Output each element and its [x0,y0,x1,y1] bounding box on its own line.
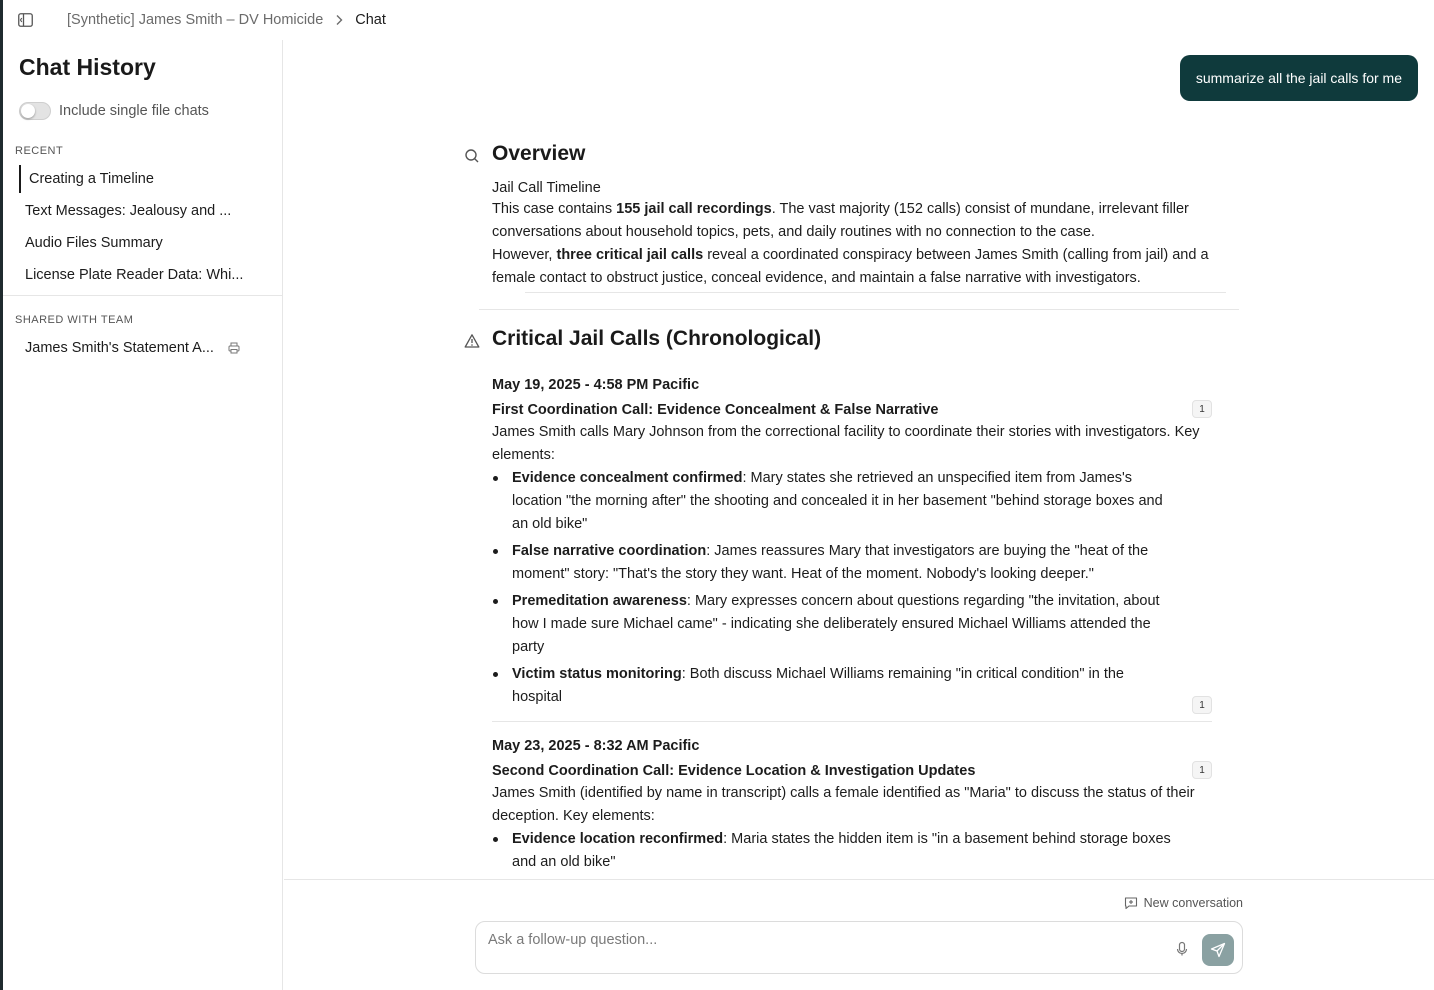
single-file-toggle[interactable] [19,102,51,120]
list-item: Premeditation awareness: Mary expresses concern about questions regarding "the invitation, about how I made sure Michael came" - indicating she deliberately ensured Michael Williams attended the party [492,590,1212,659]
call-title-row [492,402,1212,418]
call-date: May 19, 2025 - 4:58 PM Pacific [492,377,700,393]
composer-box [475,921,1243,974]
follow-up-input[interactable] [488,932,1148,948]
call-title: First Coordination Call: Evidence Concealment & False Narrative [492,402,939,418]
overview-title: Overview [492,142,586,165]
citation-row [492,699,1212,711]
citation-badge[interactable]: 1 [1192,696,1212,714]
overview-section [492,142,1212,290]
sidebar-title: Chat History [19,54,156,80]
recent-item[interactable]: Creating a Timeline [19,165,269,193]
breadcrumb-current: Chat [355,12,386,28]
list-item: Evidence concealment confirmed: Mary states she retrieved an unspecified item from James's location "the morning after" the shooting and concealed it in her basement "behind storage boxes and an old bike" [492,467,1212,536]
overview-paragraph-1: This case contains 155 jail call recordings. The vast majority (152 calls) consist of mundane, irrelevant filler conversations about household topics, pets, and daily routines with no connection to the case. [492,201,1189,240]
overview-underline [525,292,1226,293]
single-file-toggle-row [19,102,209,120]
recent-item[interactable]: Text Messages: Jealousy and ... [25,203,232,219]
overview-subtitle: Jail Call Timeline [492,180,601,196]
toggle-knob [21,104,35,118]
recent-item[interactable]: License Plate Reader Data: Whi... [25,267,244,283]
overview-paragraph-2: However, three critical jail calls reveal a coordinated conspiracy between James Smith (calling from jail) and a female contact to obstruct justice, conceal evidence, and maintain a false narrative with investigators. [492,247,1209,286]
call-divider [492,721,1212,722]
chat-history-sidebar [3,40,283,990]
search-icon [464,148,480,164]
top-bar [3,0,1434,40]
printer-icon [228,342,240,354]
send-icon [1210,942,1226,958]
composer-area [284,879,1434,990]
call-intro: James Smith (identified by name in transcript) calls a female identified as "Maria" to discuss the status of their deception. Key elements: [492,785,1195,824]
microphone-icon[interactable] [1174,941,1190,957]
sidebar-toggle-icon[interactable] [17,12,33,28]
recent-item[interactable]: Audio Files Summary [25,235,163,251]
critical-calls-section [492,327,1212,874]
chat-main [284,40,1434,878]
breadcrumb-case[interactable]: [Synthetic] James Smith – DV Homicide [67,12,324,28]
section-divider [479,309,1239,310]
recent-section-label: RECENT [15,145,64,157]
citation-badge[interactable]: 1 [1192,400,1212,418]
new-conversation-label: New conversation [1143,896,1243,910]
shared-section-label: SHARED WITH TEAM [15,314,134,326]
chevron-right-icon [335,14,343,26]
call-date: May 23, 2025 - 8:32 AM Pacific [492,738,700,754]
critical-calls-title: Critical Jail Calls (Chronological) [492,327,822,350]
citation-badge[interactable]: 1 [1192,761,1212,779]
shared-item[interactable] [19,334,269,362]
user-message-bubble: summarize all the jail calls for me [1180,55,1418,101]
list-item: Victim status monitoring: Both discuss Michael Williams remaining "in critical condition" in the hospital [492,663,1212,709]
list-item: Evidence location reconfirmed: Maria states the hidden item is "in a basement behind storage boxes and an old bike" [492,828,1212,874]
chat-plus-icon [1124,897,1138,910]
new-conversation-button[interactable] [1124,896,1243,910]
send-button[interactable] [1202,934,1234,966]
shared-item-label: James Smith's Statement A... [25,340,214,356]
sidebar-divider [3,295,282,296]
warning-icon [464,333,480,349]
list-item: False narrative coordination: James reassures Mary that investigators are buying the "heat of the moment" story: "That's the story they want. Heat of the moment. Nobody's looking deeper." [492,540,1212,586]
call-intro: James Smith calls Mary Johnson from the correctional facility to coordinate their stories with investigators. Key elements: [492,424,1200,463]
toggle-label: Include single file chats [59,103,209,119]
call-title: Second Coordination Call: Evidence Location & Investigation Updates [492,763,976,779]
call-title-row [492,763,1212,779]
